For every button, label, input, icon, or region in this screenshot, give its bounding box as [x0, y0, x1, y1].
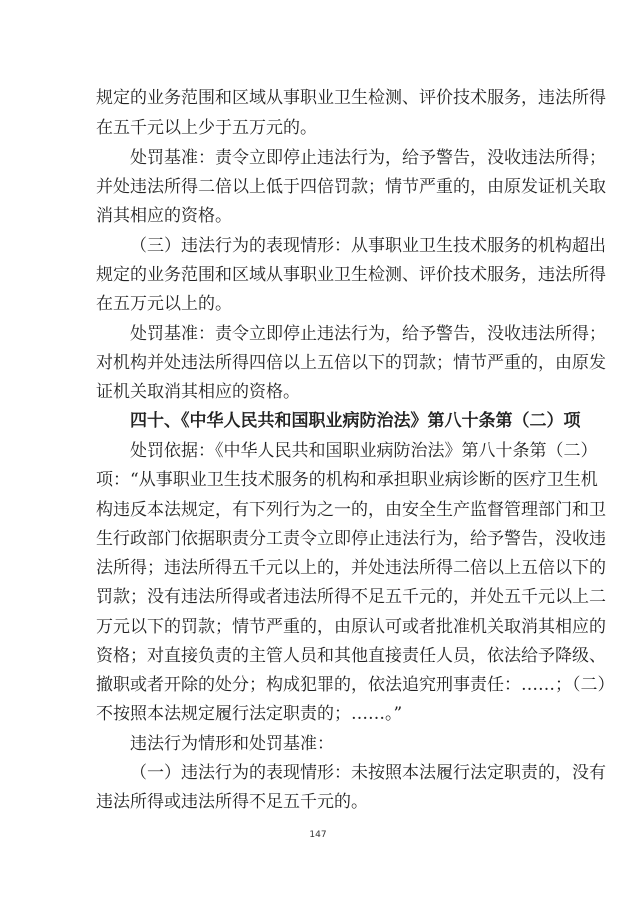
section-heading: 四十、《中华人民共和国职业病防治法》第八十条第（二）项 [130, 411, 581, 431]
page-number: 147 [309, 830, 327, 840]
text-line: 罚款；没有违法所得或者违法所得不足五千元的，并处五千元以上二 [96, 587, 606, 607]
text-line: 撤职或者开除的处分；构成犯罪的，依法追究刑事责任：……；（二） [96, 675, 615, 695]
text-line: 规定的业务范围和区域从事职业卫生检测、评价技术服务，违法所得 [96, 88, 606, 108]
text-line: 证机关取消其相应的资格。 [96, 382, 300, 402]
text-line: 消其相应的资格。 [96, 206, 232, 226]
text-line: 在五千元以上少于五万元的。 [96, 118, 317, 138]
text-line: 生行政部门依据职责分工责令立即停止违法行为，给予警告，没收违 [96, 529, 606, 549]
text-line: （三）违法行为的表现情形：从事职业卫生技术服务的机构超出 [130, 236, 606, 256]
text-line: 处罚基准：责令立即停止违法行为，给予警告，没收违法所得； [130, 148, 606, 168]
text-line: 处罚基准：责令立即停止违法行为，给予警告，没收违法所得； [130, 324, 606, 344]
text-line: （一）违法行为的表现情形：未按照本法履行法定职责的，没有 [130, 763, 606, 783]
text-line: 项：“从事职业卫生技术服务的机构和承担职业病诊断的医疗卫生机 [96, 470, 598, 490]
text-line: 构违反本法规定，有下列行为之一的，由安全生产监督管理部门和卫 [96, 500, 606, 520]
text-line: 在五万元以上的。 [96, 294, 232, 314]
text-line: 处罚依据：《中华人民共和国职业病防治法》第八十条第（二） [130, 441, 598, 461]
text-line: 对机构并处违法所得四倍以上五倍以下的罚款；情节严重的，由原发 [96, 353, 606, 373]
text-line: 法所得；违法所得五千元以上的，并处违法所得二倍以上五倍以下的 [96, 558, 606, 578]
text-line: 违法所得或违法所得不足五千元的。 [96, 792, 368, 812]
text-line: 资格；对直接负责的主管人员和其他直接责任人员，依法给予降级、 [96, 646, 606, 666]
text-line: 不按照本法规定履行法定职责的；……。” [96, 704, 403, 724]
text-line: 规定的业务范围和区域从事职业卫生检测、评价技术服务，违法所得 [96, 265, 606, 285]
text-line: 并处违法所得二倍以上低于四倍罚款；情节严重的，由原发证机关取 [96, 177, 606, 197]
text-line: 违法行为情形和处罚基准： [130, 734, 334, 754]
text-line: 万元以下的罚款；情节严重的，由原认可或者批准机关取消其相应的 [96, 617, 606, 637]
